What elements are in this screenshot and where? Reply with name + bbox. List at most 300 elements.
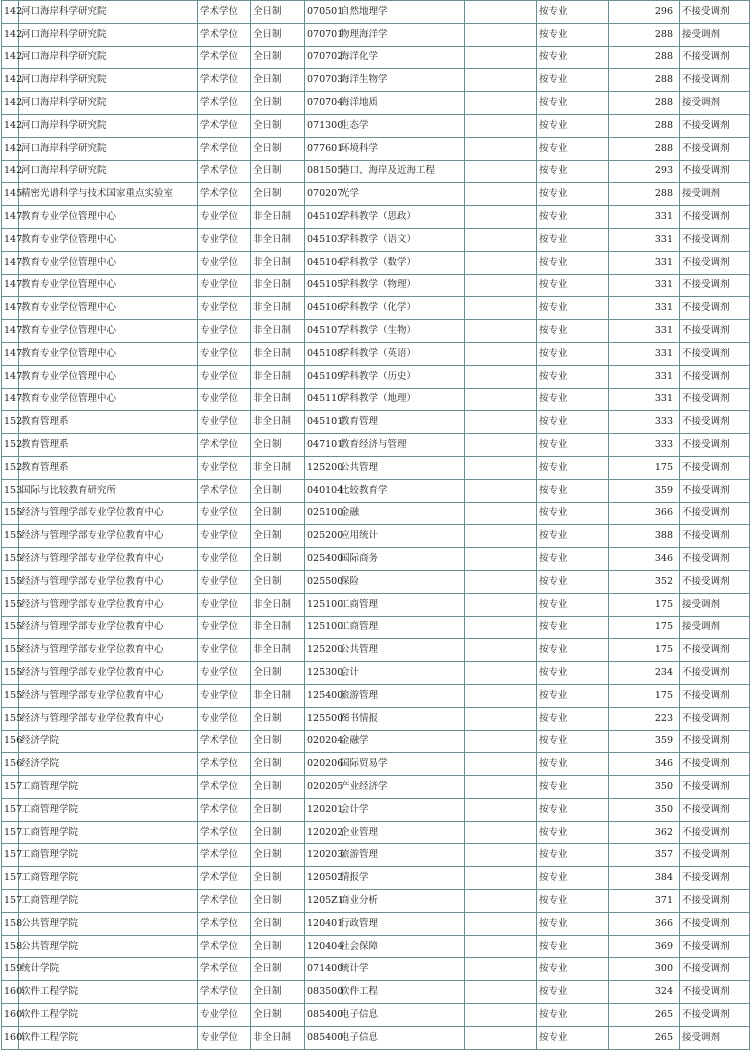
major-name: 学科教学（生物） [340,325,417,337]
degree-type-cell: 学术学位 [198,23,251,46]
major-name: 旅游管理 [340,689,379,701]
major-code: 045103 [307,233,344,245]
adjustment-cell: 不接受调剂 [680,798,750,821]
table-row [2,525,750,548]
admission-mode-cell: 按专业 [537,388,609,411]
study-mode-cell: 非全日制 [251,593,305,616]
major-cell [305,434,465,457]
dept-code-cell: 142 [2,114,19,137]
dept-code-cell: 157 [2,776,19,799]
blank-cell [465,365,537,388]
study-mode-cell: 非全日制 [251,411,305,434]
study-mode-cell: 全日制 [251,479,305,502]
major-code: 125100 [307,598,344,610]
major-name: 教育经济与管理 [340,439,407,451]
dept-name-cell: 经济学院 [19,730,198,753]
table-row [2,411,750,434]
admission-score-table [1,0,750,1050]
table-row [2,662,750,685]
major-cell [305,958,465,981]
dept-code-cell: 147 [2,320,19,343]
adjustment-cell: 不接受调剂 [680,662,750,685]
major-name: 公共管理 [340,644,379,656]
score-cell: 331 [609,274,680,297]
major-cell [305,798,465,821]
admission-mode-cell: 按专业 [537,320,609,343]
major-name: 电子信息 [340,1031,379,1043]
admission-mode-cell: 按专业 [537,69,609,92]
table-row [2,274,750,297]
score-cell: 384 [609,867,680,890]
major-name: 行政管理 [340,917,379,929]
study-mode-cell: 全日制 [251,776,305,799]
score-cell: 175 [609,616,680,639]
adjustment-cell: 不接受调剂 [680,456,750,479]
table-row [2,776,750,799]
major-code: 071400 [307,963,344,975]
blank-cell [465,251,537,274]
major-name: 光学 [340,188,360,200]
admission-mode-cell: 按专业 [537,958,609,981]
table-row [2,114,750,137]
table-row [2,616,750,639]
degree-type-cell: 学术学位 [198,867,251,890]
dept-name-cell: 工商管理学院 [19,890,198,913]
admission-mode-cell: 按专业 [537,228,609,251]
admission-mode-cell: 按专业 [537,479,609,502]
score-cell: 175 [609,639,680,662]
adjustment-cell: 不接受调剂 [680,160,750,183]
dept-code-cell: 157 [2,890,19,913]
major-name: 工商管理 [340,598,379,610]
table-row [2,160,750,183]
degree-type-cell: 学术学位 [198,935,251,958]
degree-type-cell: 专业学位 [198,297,251,320]
table-row [2,342,750,365]
dept-name-cell: 公共管理学院 [19,935,198,958]
table-row [2,206,750,229]
degree-type-cell: 学术学位 [198,821,251,844]
blank-cell [465,479,537,502]
degree-type-cell: 专业学位 [198,206,251,229]
major-code: 045106 [307,302,344,314]
dept-name-cell: 工商管理学院 [19,867,198,890]
major-name: 应用统计 [340,530,379,542]
admission-mode-cell: 按专业 [537,502,609,525]
admission-mode-cell: 按专业 [537,981,609,1004]
blank-cell [465,388,537,411]
adjustment-cell: 不接受调剂 [680,479,750,502]
degree-type-cell: 专业学位 [198,684,251,707]
major-name: 社会保障 [340,940,379,952]
major-code: 070501 [307,5,344,17]
major-code: 120201 [307,803,344,815]
major-cell [305,320,465,343]
admission-mode-cell: 按专业 [537,1026,609,1049]
degree-type-cell: 学术学位 [198,92,251,115]
study-mode-cell: 全日制 [251,981,305,1004]
admission-mode-cell: 按专业 [537,411,609,434]
major-code: 085400 [307,1031,344,1043]
dept-code-cell: 142 [2,46,19,69]
blank-cell [465,502,537,525]
dept-code-cell: 155 [2,525,19,548]
major-code: 020204 [307,735,344,747]
score-cell: 265 [609,1004,680,1027]
admission-mode-cell: 按专业 [537,821,609,844]
degree-type-cell: 学术学位 [198,844,251,867]
major-name: 电子信息 [340,1008,379,1020]
table-row [2,548,750,571]
blank-cell [465,160,537,183]
admission-mode-cell: 按专业 [537,593,609,616]
study-mode-cell: 全日制 [251,502,305,525]
admission-mode-cell: 按专业 [537,525,609,548]
adjustment-cell: 不接受调剂 [680,776,750,799]
study-mode-cell: 全日制 [251,548,305,571]
table-row [2,730,750,753]
major-cell [305,183,465,206]
major-code: 125100 [307,621,344,633]
major-name: 学科教学（英语） [340,347,417,359]
adjustment-cell: 不接受调剂 [680,890,750,913]
study-mode-cell: 非全日制 [251,206,305,229]
major-name: 学科教学（历史） [340,370,417,382]
major-code: 125200 [307,644,344,656]
degree-type-cell: 学术学位 [198,479,251,502]
dept-name-cell: 教育专业学位管理中心 [19,365,198,388]
major-name: 国际贸易学 [340,758,388,770]
score-cell: 296 [609,1,680,24]
study-mode-cell: 非全日制 [251,320,305,343]
major-name: 海洋生物学 [340,74,388,86]
blank-cell [465,707,537,730]
dept-name-cell: 经济与管理学部专业学位教育中心 [19,548,198,571]
score-cell: 288 [609,92,680,115]
score-cell: 331 [609,251,680,274]
blank-cell [465,1004,537,1027]
major-cell [305,935,465,958]
score-cell: 331 [609,342,680,365]
study-mode-cell: 全日制 [251,662,305,685]
study-mode-cell: 全日制 [251,137,305,160]
blank-cell [465,342,537,365]
dept-name-cell: 工商管理学院 [19,798,198,821]
dept-code-cell: 147 [2,365,19,388]
table-body [2,1,750,1050]
dept-code-cell: 156 [2,730,19,753]
blank-cell [465,958,537,981]
dept-code-cell: 147 [2,251,19,274]
degree-type-cell: 专业学位 [198,570,251,593]
score-cell: 362 [609,821,680,844]
degree-type-cell: 专业学位 [198,365,251,388]
score-cell: 388 [609,525,680,548]
table-row [2,821,750,844]
major-name: 学科教学（化学） [340,302,417,314]
major-cell [305,1004,465,1027]
dept-code-cell: 158 [2,912,19,935]
admission-mode-cell: 按专业 [537,890,609,913]
table-row [2,684,750,707]
admission-mode-cell: 按专业 [537,753,609,776]
major-cell [305,844,465,867]
adjustment-cell: 不接受调剂 [680,707,750,730]
study-mode-cell: 非全日制 [251,365,305,388]
admission-mode-cell: 按专业 [537,137,609,160]
dept-code-cell: 147 [2,274,19,297]
dept-name-cell: 教育专业学位管理中心 [19,320,198,343]
dept-name-cell: 国际与比较教育研究所 [19,479,198,502]
blank-cell [465,411,537,434]
blank-cell [465,662,537,685]
major-name: 商业分析 [340,894,379,906]
major-code: 070702 [307,51,344,63]
dept-code-cell: 153 [2,479,19,502]
dept-code-cell: 155 [2,639,19,662]
major-cell [305,114,465,137]
dept-name-cell: 公共管理学院 [19,912,198,935]
dept-name-cell: 河口海岸科学研究院 [19,23,198,46]
score-cell: 366 [609,912,680,935]
score-cell: 366 [609,502,680,525]
score-cell: 175 [609,684,680,707]
study-mode-cell: 全日制 [251,92,305,115]
study-mode-cell: 非全日制 [251,456,305,479]
major-code: 070704 [307,97,344,109]
admission-mode-cell: 按专业 [537,548,609,571]
degree-type-cell: 专业学位 [198,548,251,571]
major-code: 077601 [307,142,344,154]
adjustment-cell: 不接受调剂 [680,274,750,297]
study-mode-cell: 全日制 [251,730,305,753]
adjustment-cell: 不接受调剂 [680,206,750,229]
adjustment-cell: 不接受调剂 [680,342,750,365]
admission-mode-cell: 按专业 [537,730,609,753]
adjustment-cell: 不接受调剂 [680,730,750,753]
adjustment-cell: 不接受调剂 [680,502,750,525]
dept-name-cell: 教育专业学位管理中心 [19,228,198,251]
blank-cell [465,981,537,1004]
major-code: 025500 [307,575,344,587]
dept-name-cell: 河口海岸科学研究院 [19,92,198,115]
score-cell: 324 [609,981,680,1004]
dept-code-cell: 155 [2,684,19,707]
dept-code-cell: 156 [2,753,19,776]
major-cell [305,456,465,479]
study-mode-cell: 全日制 [251,570,305,593]
table-row [2,137,750,160]
dept-name-cell: 经济与管理学部专业学位教育中心 [19,570,198,593]
degree-type-cell: 学术学位 [198,753,251,776]
major-cell [305,388,465,411]
dept-name-cell: 教育专业学位管理中心 [19,388,198,411]
dept-code-cell: 158 [2,935,19,958]
score-cell: 234 [609,662,680,685]
major-code: 120203 [307,849,344,861]
degree-type-cell: 专业学位 [198,274,251,297]
degree-type-cell: 专业学位 [198,616,251,639]
study-mode-cell: 全日制 [251,890,305,913]
study-mode-cell: 全日制 [251,958,305,981]
major-cell [305,821,465,844]
adjustment-cell: 不接受调剂 [680,867,750,890]
major-name: 图书情报 [340,712,379,724]
score-cell: 333 [609,434,680,457]
major-code: 120502 [307,872,344,884]
adjustment-cell: 不接受调剂 [680,525,750,548]
major-cell [305,525,465,548]
major-cell [305,867,465,890]
blank-cell [465,92,537,115]
major-name: 学科教学（语文） [340,233,417,245]
dept-name-cell: 教育专业学位管理中心 [19,206,198,229]
degree-type-cell: 学术学位 [198,183,251,206]
dept-code-cell: 160 [2,981,19,1004]
degree-type-cell: 专业学位 [198,342,251,365]
degree-type-cell: 学术学位 [198,981,251,1004]
dept-name-cell: 软件工程学院 [19,1026,198,1049]
admission-mode-cell: 按专业 [537,867,609,890]
dept-name-cell: 教育专业学位管理中心 [19,342,198,365]
degree-type-cell: 专业学位 [198,251,251,274]
table-row [2,1026,750,1049]
admission-mode-cell: 按专业 [537,434,609,457]
admission-mode-cell: 按专业 [537,92,609,115]
study-mode-cell: 非全日制 [251,616,305,639]
blank-cell [465,890,537,913]
admission-mode-cell: 按专业 [537,365,609,388]
major-name: 旅游管理 [340,849,379,861]
major-code: 083500 [307,986,344,998]
admission-mode-cell: 按专业 [537,206,609,229]
table-row [2,912,750,935]
adjustment-cell: 接受调剂 [680,1026,750,1049]
table-row [2,639,750,662]
score-cell: 331 [609,206,680,229]
table-row [2,593,750,616]
major-code: 045104 [307,256,344,268]
degree-type-cell: 学术学位 [198,776,251,799]
blank-cell [465,639,537,662]
admission-mode-cell: 按专业 [537,662,609,685]
major-code: 045101 [307,416,344,428]
major-cell [305,593,465,616]
major-code: 045102 [307,211,344,223]
major-code: 071300 [307,119,344,131]
dept-code-cell: 160 [2,1026,19,1049]
table-row [2,69,750,92]
table-row [2,365,750,388]
score-cell: 288 [609,137,680,160]
study-mode-cell: 全日制 [251,753,305,776]
major-cell [305,662,465,685]
table-row [2,1004,750,1027]
dept-name-cell: 河口海岸科学研究院 [19,69,198,92]
degree-type-cell: 专业学位 [198,456,251,479]
major-cell [305,479,465,502]
score-cell: 359 [609,730,680,753]
blank-cell [465,844,537,867]
dept-name-cell: 经济学院 [19,753,198,776]
admission-mode-cell: 按专业 [537,639,609,662]
major-code: 125500 [307,712,344,724]
study-mode-cell: 全日制 [251,821,305,844]
blank-cell [465,525,537,548]
admission-mode-cell: 按专业 [537,844,609,867]
major-name: 学科教学（思政） [340,211,417,223]
adjustment-cell: 不接受调剂 [680,684,750,707]
table-row [2,46,750,69]
major-name: 工商管理 [340,621,379,633]
dept-name-cell: 工商管理学院 [19,844,198,867]
adjustment-cell: 不接受调剂 [680,434,750,457]
dept-code-cell: 155 [2,707,19,730]
admission-mode-cell: 按专业 [537,707,609,730]
admission-mode-cell: 按专业 [537,776,609,799]
major-cell [305,1026,465,1049]
major-code: 1205Z1 [307,894,344,906]
table-row [2,981,750,1004]
degree-type-cell: 专业学位 [198,320,251,343]
blank-cell [465,46,537,69]
score-cell: 357 [609,844,680,867]
major-code: 045110 [307,393,344,405]
blank-cell [465,1,537,24]
major-code: 045109 [307,370,344,382]
admission-mode-cell: 按专业 [537,912,609,935]
study-mode-cell: 全日制 [251,46,305,69]
score-cell: 288 [609,69,680,92]
dept-name-cell: 教育管理系 [19,456,198,479]
major-name: 生态学 [340,119,369,131]
major-cell [305,616,465,639]
table-row [2,456,750,479]
admission-mode-cell: 按专业 [537,46,609,69]
score-cell: 331 [609,297,680,320]
blank-cell [465,821,537,844]
major-cell [305,251,465,274]
score-cell: 331 [609,228,680,251]
score-cell: 371 [609,890,680,913]
table-row [2,23,750,46]
table-row [2,320,750,343]
major-code: 045108 [307,347,344,359]
dept-code-cell: 147 [2,206,19,229]
score-cell: 293 [609,160,680,183]
major-code: 120401 [307,917,344,929]
blank-cell [465,206,537,229]
table-row [2,297,750,320]
dept-name-cell: 经济与管理学部专业学位教育中心 [19,502,198,525]
adjustment-cell: 不接受调剂 [680,388,750,411]
degree-type-cell: 专业学位 [198,1004,251,1027]
admission-mode-cell: 按专业 [537,1004,609,1027]
degree-type-cell: 学术学位 [198,1,251,24]
adjustment-cell: 不接受调剂 [680,548,750,571]
study-mode-cell: 非全日制 [251,639,305,662]
major-code: 025400 [307,553,344,565]
major-cell [305,228,465,251]
major-code: 120202 [307,826,344,838]
dept-name-cell: 河口海岸科学研究院 [19,1,198,24]
major-code: 025200 [307,530,344,542]
major-code: 045107 [307,325,344,337]
major-name: 情报学 [340,872,369,884]
major-code: 070701 [307,28,344,40]
blank-cell [465,114,537,137]
table-row [2,502,750,525]
